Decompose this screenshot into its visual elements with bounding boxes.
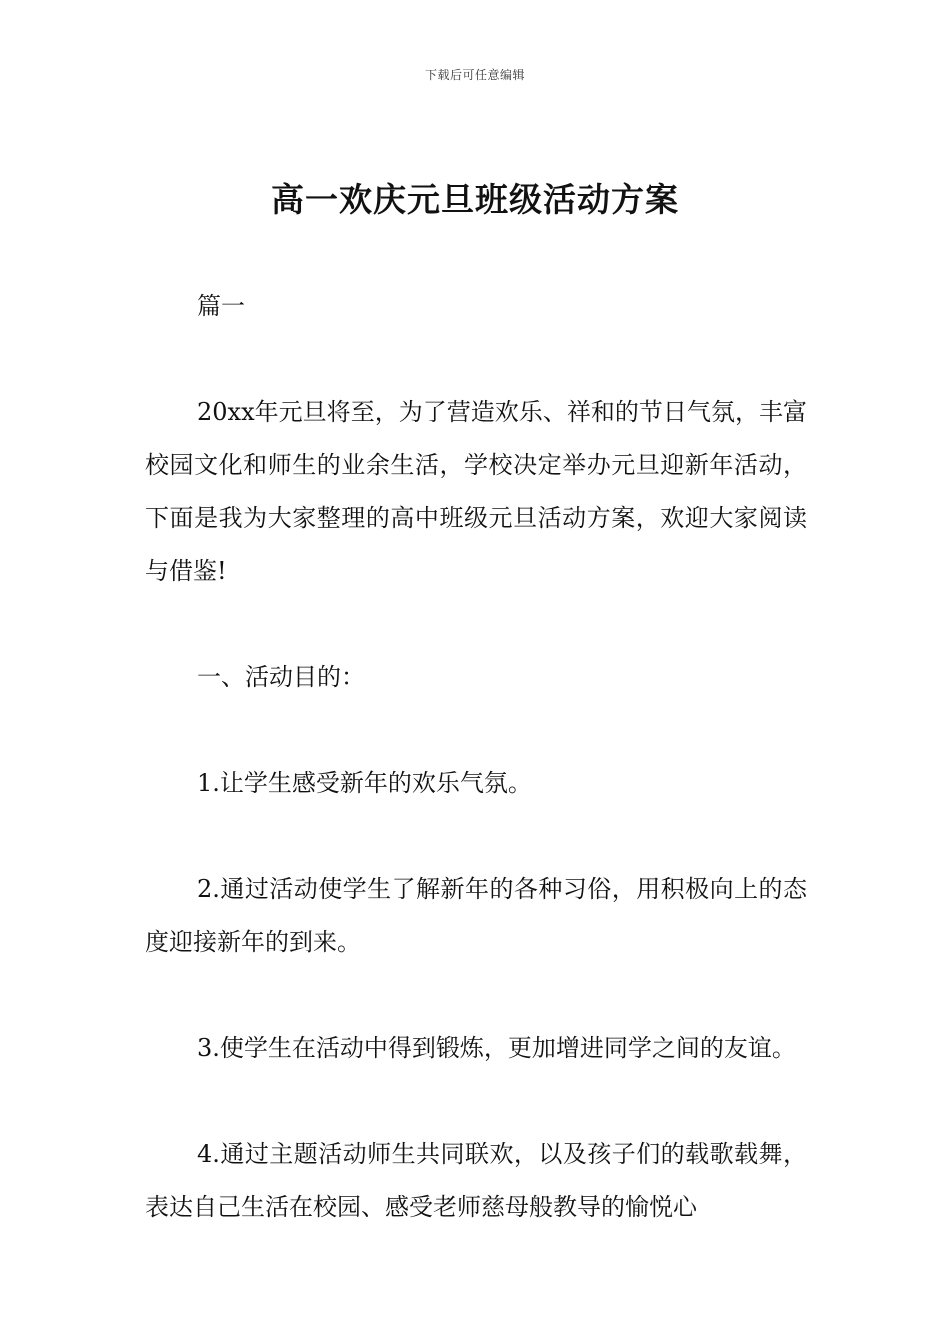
intro-paragraph: 20xx年元旦将至，为了营造欢乐、祥和的节日气氛，丰富校园文化和师生的业余生活，学校决定举办元旦迎新年活动，下面是我为大家整理的高中班级元旦活动方案，欢迎大家阅读与借鉴! xyxy=(145,398,807,585)
document-title: 高一欢庆元旦班级活动方案 xyxy=(271,180,679,219)
goal-item-2: 2.通过活动使学生了解新年的各种习俗，用积极向上的态度迎接新年的到来。 xyxy=(145,875,807,956)
goal-item-3: 3.使学生在活动中得到锻炼，更加增进同学之间的友谊。 xyxy=(197,1034,796,1062)
goals-heading: 一、活动目的： xyxy=(197,663,365,691)
header-note: 下载后可任意编辑 xyxy=(424,68,525,82)
goal-item-1: 1.让学生感受新年的欢乐气氛。 xyxy=(197,769,532,797)
document-body xyxy=(145,280,807,1287)
goal-item-4: 4.通过主题活动师生共同联欢，以及孩子们的载歌载舞，表达自己生活在校园、感受老师慈母般教导的愉悦心 xyxy=(145,1140,807,1221)
section-label: 篇一 xyxy=(197,292,245,320)
